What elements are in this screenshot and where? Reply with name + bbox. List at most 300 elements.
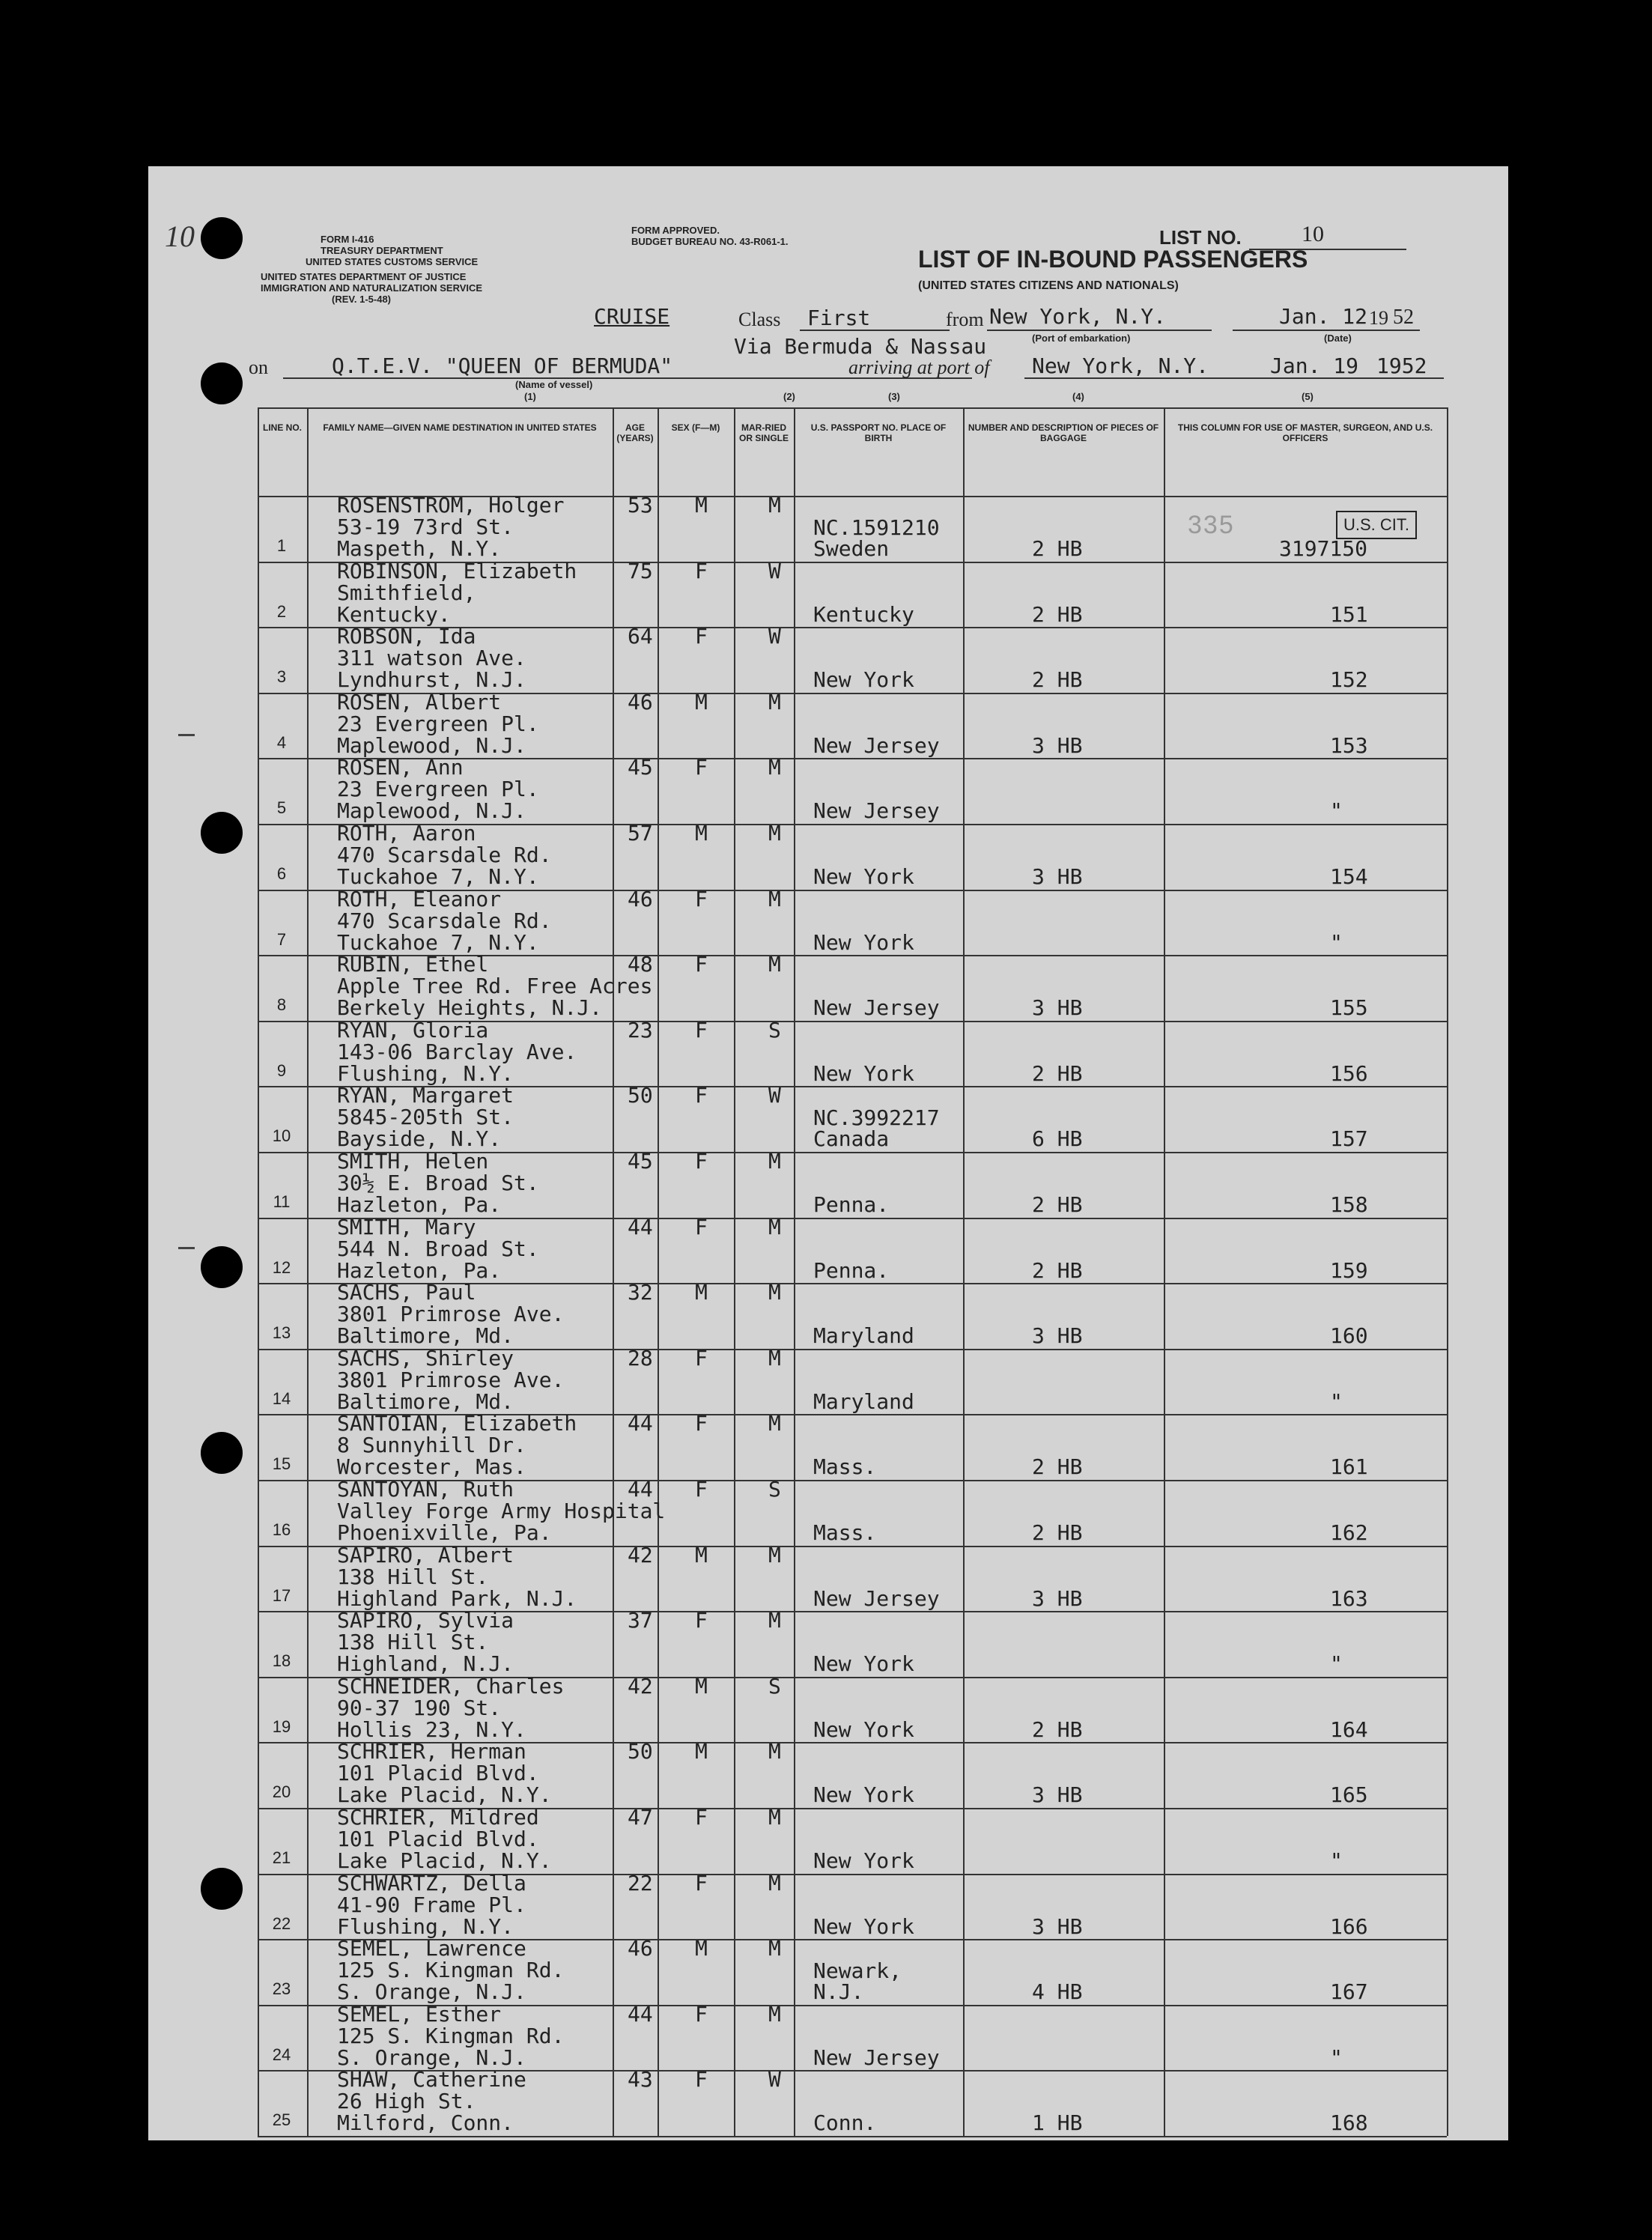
from-port: New York, N.Y. xyxy=(989,304,1167,329)
arrival-port: New York, N.Y. xyxy=(1032,353,1209,378)
officer-number: 158 xyxy=(1330,1192,1368,1217)
class-value: First xyxy=(807,306,871,330)
passenger-city: Maplewood, N.J. xyxy=(337,798,526,824)
column-header-baggage: NUMBER AND DESCRIPTION OF PIECES OF BAGGAGE xyxy=(968,422,1159,443)
place-of-birth: New York xyxy=(813,1848,914,1873)
passenger-sex: F xyxy=(695,1214,708,1239)
passenger-marital-status: S xyxy=(768,1673,781,1699)
passenger-city: Flushing, N.Y. xyxy=(337,1060,514,1086)
passenger-name: SEMEL, Esther xyxy=(337,2001,502,2027)
passenger-address: 470 Scarsdale Rd. xyxy=(337,843,552,867)
from-label: from xyxy=(946,309,984,330)
passenger-marital-status: M xyxy=(768,1411,781,1436)
passenger-address: 90-37 190 St. xyxy=(337,1695,502,1720)
place-of-birth: New Jersey xyxy=(813,1585,940,1611)
officer-number: " xyxy=(1330,798,1343,824)
officer-number: 154 xyxy=(1330,864,1368,889)
passenger-name: SCHRIER, Herman xyxy=(337,1739,526,1764)
baggage-count: 2 HB xyxy=(1032,1257,1083,1283)
line-number: 13 xyxy=(272,1323,291,1343)
place-of-birth: New York xyxy=(813,864,914,889)
passenger-sex: F xyxy=(695,1805,708,1830)
line-number: 22 xyxy=(272,1913,291,1933)
table-column-rule xyxy=(1164,407,1165,2136)
passenger-marital-status: M xyxy=(768,689,781,714)
officer-number: 156 xyxy=(1330,1060,1368,1086)
document-subtitle: (UNITED STATES CITIZENS AND NATIONALS) xyxy=(918,279,1179,292)
place-of-birth: New York xyxy=(813,1782,914,1808)
passenger-city: Milford, Conn. xyxy=(337,2110,514,2136)
line-number: 20 xyxy=(272,1782,291,1802)
manifest-page xyxy=(148,166,1508,2140)
passenger-age: 44 xyxy=(628,1477,653,1502)
column-header-age: AGE (YEARS) xyxy=(616,422,654,443)
punch-hole xyxy=(201,362,243,404)
passenger-name: ROTH, Eleanor xyxy=(337,886,502,911)
table-column-rule xyxy=(1447,407,1448,2136)
passenger-marital-status: W xyxy=(768,1083,781,1108)
passenger-age: 48 xyxy=(628,952,653,977)
passenger-city: S. Orange, N.J. xyxy=(337,2045,526,2070)
passenger-marital-status: M xyxy=(768,493,781,517)
passenger-city: Bayside, N.Y. xyxy=(337,1126,502,1152)
passenger-address: 26 High St. xyxy=(337,2089,476,2114)
passenger-marital-status: M xyxy=(768,1214,781,1239)
agency-justice: UNITED STATES DEPARTMENT OF JUSTICE xyxy=(261,271,467,282)
from-date: Jan. 12 xyxy=(1279,304,1368,329)
officer-number: 167 xyxy=(1330,1979,1368,2005)
passenger-name: RYAN, Gloria xyxy=(337,1017,489,1042)
passenger-city: Baltimore, Md. xyxy=(337,1388,514,1414)
passenger-sex: F xyxy=(695,1411,708,1436)
passenger-marital-status: M xyxy=(768,1739,781,1764)
passenger-marital-status: M xyxy=(768,952,781,977)
line-number: 21 xyxy=(272,1848,291,1867)
place-of-birth: Mass. xyxy=(813,1454,877,1480)
passenger-marital-status: M xyxy=(768,755,781,780)
table-column-rule xyxy=(963,407,965,2136)
line-number: 25 xyxy=(272,2110,291,2130)
passenger-city: Lake Placid, N.Y. xyxy=(337,1782,552,1808)
passenger-age: 43 xyxy=(628,2067,653,2092)
place-of-birth: New York xyxy=(813,1060,914,1086)
baggage-count: 4 HB xyxy=(1032,1979,1083,2005)
passenger-address: 3801 Primrose Ave. xyxy=(337,1302,565,1327)
line-number: 7 xyxy=(276,929,287,949)
punch-hole xyxy=(201,1432,243,1474)
passenger-city: Maplewood, N.J. xyxy=(337,732,526,758)
officer-number: 152 xyxy=(1330,667,1368,693)
passenger-age: 50 xyxy=(628,1739,653,1764)
officer-number: 161 xyxy=(1330,1454,1368,1480)
passenger-address: 125 S. Kingman Rd. xyxy=(337,1958,565,1983)
baggage-count: 3 HB xyxy=(1032,995,1083,1021)
passenger-city: Hazleton, Pa. xyxy=(337,1192,502,1217)
place-of-birth: Penna. xyxy=(813,1192,890,1217)
line-number: 12 xyxy=(272,1257,291,1277)
place-of-birth: Penna. xyxy=(813,1257,890,1283)
passenger-marital-status: M xyxy=(768,1542,781,1567)
passenger-marital-status: M xyxy=(768,1149,781,1174)
line-number: 9 xyxy=(276,1060,287,1080)
passenger-address: 101 Placid Blvd. xyxy=(337,1761,539,1786)
passenger-marital-status: S xyxy=(768,1477,781,1502)
passenger-marital-status: S xyxy=(768,1017,781,1042)
port-embarkation-caption: (Port of embarkation) xyxy=(1032,333,1131,344)
baggage-count: 2 HB xyxy=(1032,601,1083,627)
passenger-sex: F xyxy=(695,886,708,911)
passenger-sex: F xyxy=(695,1149,708,1174)
form-revision: (REV. 1-5-48) xyxy=(332,294,391,305)
passenger-city: Tuckahoe 7, N.Y. xyxy=(337,864,539,889)
passenger-name: SCHWARTZ, Della xyxy=(337,1870,526,1895)
passenger-age: 45 xyxy=(628,755,653,780)
passenger-city: Highland, N.J. xyxy=(337,1651,514,1677)
passenger-age: 23 xyxy=(628,1017,653,1042)
passenger-sex: F xyxy=(695,558,708,583)
baggage-count: 3 HB xyxy=(1032,1323,1083,1349)
passport-number: Newark, xyxy=(813,1958,902,1984)
passenger-age: 46 xyxy=(628,689,653,714)
line-number: 24 xyxy=(272,2045,291,2064)
passenger-address: 5845-205th St. xyxy=(337,1105,514,1130)
place-of-birth: New York xyxy=(813,1913,914,1939)
officer-number: " xyxy=(1330,1388,1343,1414)
class-label: Class xyxy=(738,309,781,330)
vessel-name: Q.T.E.V. "QUEEN OF BERMUDA" xyxy=(332,353,673,378)
column-header-married: MAR-RIED OR SINGLE xyxy=(738,422,789,443)
passenger-name: ROSEN, Ann xyxy=(337,755,464,780)
officer-number: 162 xyxy=(1330,1520,1368,1545)
table-column-rule xyxy=(613,407,614,2136)
place-of-birth: Kentucky xyxy=(813,601,914,627)
passenger-address: 143-06 Barclay Ave. xyxy=(337,1039,577,1064)
passenger-marital-status: M xyxy=(768,821,781,846)
column-header-line: LINE NO. xyxy=(262,422,302,433)
passenger-age: 57 xyxy=(628,821,653,846)
passenger-sex: F xyxy=(695,1083,708,1108)
passenger-sex: M xyxy=(695,1542,708,1567)
passenger-age: 44 xyxy=(628,2001,653,2027)
line-number: 1 xyxy=(276,536,287,555)
line-number: 5 xyxy=(276,798,287,818)
baggage-count: 2 HB xyxy=(1032,667,1083,693)
passenger-sex: F xyxy=(695,1870,708,1895)
agency-customs: UNITED STATES CUSTOMS SERVICE xyxy=(306,256,479,267)
passenger-marital-status: W xyxy=(768,2067,781,2092)
passenger-name: SHAW, Catherine xyxy=(337,2067,526,2092)
line-number: 10 xyxy=(272,1126,291,1146)
passenger-address: Valley Forge Army Hospital xyxy=(337,1499,666,1523)
officer-number: " xyxy=(1330,929,1343,955)
passenger-city: Berkely Heights, N.J. xyxy=(337,995,603,1021)
margin-tick xyxy=(178,734,195,736)
passenger-address: Smithfield, xyxy=(337,580,476,605)
stamp-number: 335 xyxy=(1188,511,1235,539)
arrival-date: Jan. 19 xyxy=(1270,353,1359,378)
table-column-rule xyxy=(307,407,309,2136)
baggage-count: 2 HB xyxy=(1032,1520,1083,1545)
place-of-birth: Mass. xyxy=(813,1520,877,1545)
vessel-caption: (Name of vessel) xyxy=(515,379,593,390)
line-number: 11 xyxy=(273,1192,291,1211)
officer-number: " xyxy=(1330,1848,1343,1873)
punch-hole xyxy=(201,217,243,259)
place-of-birth: New Jersey xyxy=(813,2045,940,2070)
passenger-address: 470 Scarsdale Rd. xyxy=(337,908,552,933)
passenger-age: 44 xyxy=(628,1214,653,1239)
passenger-address: 23 Evergreen Pl. xyxy=(337,777,539,802)
passenger-marital-status: M xyxy=(768,1608,781,1633)
officer-number: 166 xyxy=(1330,1913,1368,1939)
passenger-age: 46 xyxy=(628,886,653,911)
passport-number: NC.1591210 xyxy=(813,515,940,540)
passenger-sex: F xyxy=(695,1017,708,1042)
row-rule xyxy=(258,2136,1447,2137)
passenger-city: Tuckahoe 7, N.Y. xyxy=(337,929,539,955)
passenger-address: 8 Sunnyhill Dr. xyxy=(337,1433,526,1458)
column-header-sex: SEX (F—M) xyxy=(671,422,720,433)
passenger-sex: F xyxy=(695,2067,708,2092)
passenger-sex: M xyxy=(695,821,708,846)
passenger-sex: F xyxy=(695,952,708,977)
officer-number: 159 xyxy=(1330,1257,1368,1283)
passenger-marital-status: M xyxy=(768,886,781,911)
date-caption: (Date) xyxy=(1324,333,1352,344)
baggage-count: 2 HB xyxy=(1032,1717,1083,1742)
officer-number: 168 xyxy=(1330,2110,1368,2136)
passenger-name: SCHRIER, Mildred xyxy=(337,1805,539,1830)
officer-number: " xyxy=(1330,2045,1343,2070)
passenger-age: 37 xyxy=(628,1608,653,1633)
list-no-value: 10 xyxy=(1302,222,1324,246)
officer-number: 160 xyxy=(1330,1323,1368,1349)
passenger-name: ROSENSTROM, Holger xyxy=(337,493,565,517)
line-number: 8 xyxy=(276,995,287,1015)
line-number: 15 xyxy=(272,1454,291,1474)
passenger-name: ROBINSON, Elizabeth xyxy=(337,558,577,583)
passenger-city: Lyndhurst, N.J. xyxy=(337,667,526,693)
line-number: 4 xyxy=(276,732,287,752)
baggage-count: 2 HB xyxy=(1032,1454,1083,1480)
table-top-rule xyxy=(258,407,1447,409)
passport-number: NC.3992217 xyxy=(813,1105,940,1131)
passenger-city: Maspeth, N.Y. xyxy=(337,536,502,561)
margin-tick xyxy=(178,1247,195,1249)
place-of-birth: Conn. xyxy=(813,2110,877,2136)
baggage-count: 2 HB xyxy=(1032,536,1083,561)
passenger-age: 28 xyxy=(628,1345,653,1371)
col-number: (1) xyxy=(524,391,536,402)
place-of-birth: Sweden xyxy=(813,536,890,561)
baggage-count: 6 HB xyxy=(1032,1126,1083,1152)
passenger-age: 64 xyxy=(628,624,653,649)
passenger-city: Hazleton, Pa. xyxy=(337,1257,502,1283)
place-of-birth: N.J. xyxy=(813,1979,864,2005)
passenger-address: 311 watson Ave. xyxy=(337,646,526,671)
passenger-age: 32 xyxy=(628,1280,653,1305)
passenger-address: 41-90 Frame Pl. xyxy=(337,1892,526,1917)
passenger-sex: M xyxy=(695,1280,708,1305)
from-year-prefix: 19 xyxy=(1369,307,1388,329)
officer-number: 157 xyxy=(1330,1126,1368,1152)
baggage-count: 3 HB xyxy=(1032,1585,1083,1611)
passenger-sex: F xyxy=(695,1477,708,1502)
punch-hole xyxy=(201,1246,243,1288)
passenger-marital-status: M xyxy=(768,1345,781,1371)
place-of-birth: New Jersey xyxy=(813,732,940,758)
passenger-marital-status: M xyxy=(768,1280,781,1305)
passenger-sex: F xyxy=(695,755,708,780)
passenger-name: SAPIRO, Sylvia xyxy=(337,1608,514,1633)
passenger-sex: F xyxy=(695,1608,708,1633)
arrival-year: 1952 xyxy=(1376,353,1427,378)
passenger-city: Kentucky. xyxy=(337,601,451,627)
passenger-age: 45 xyxy=(628,1149,653,1174)
from-year-suffix: 52 xyxy=(1393,306,1414,329)
officer-number: 3197150 xyxy=(1279,536,1368,561)
document-title: LIST OF IN-BOUND PASSENGERS xyxy=(918,246,1308,273)
passenger-address: 544 N. Broad St. xyxy=(337,1236,539,1261)
passenger-address: 138 Hill St. xyxy=(337,1630,489,1655)
officer-number: 155 xyxy=(1330,995,1368,1021)
line-number: 18 xyxy=(272,1651,291,1671)
passenger-city: Baltimore, Md. xyxy=(337,1323,514,1349)
passenger-name: SAPIRO, Albert xyxy=(337,1542,514,1567)
table-column-rule xyxy=(258,407,259,2136)
passenger-name: SMITH, Helen xyxy=(337,1149,489,1174)
passenger-city: Lake Placid, N.Y. xyxy=(337,1848,552,1873)
passenger-name: SACHS, Shirley xyxy=(337,1345,514,1371)
officer-number: 151 xyxy=(1330,601,1368,627)
baggage-count: 3 HB xyxy=(1032,1913,1083,1939)
passenger-address: 125 S. Kingman Rd. xyxy=(337,2023,565,2048)
passenger-city: Hollis 23, N.Y. xyxy=(337,1717,526,1742)
passenger-sex: M xyxy=(695,1673,708,1699)
line-number: 17 xyxy=(272,1585,291,1605)
passenger-age: 47 xyxy=(628,1805,653,1830)
margin-handwritten-number: 10 xyxy=(165,219,195,253)
line-number: 6 xyxy=(276,864,287,883)
passenger-sex: M xyxy=(695,1936,708,1961)
passenger-city: Worcester, Mas. xyxy=(337,1454,526,1480)
place-of-birth: New York xyxy=(813,667,914,693)
punch-hole xyxy=(201,1868,243,1910)
via-route: Via Bermuda & Nassau xyxy=(734,334,987,359)
budget-bureau: BUDGET BUREAU NO. 43-R061-1. xyxy=(631,236,789,247)
passenger-name: SACHS, Paul xyxy=(337,1280,476,1305)
arriving-label: arriving at port of xyxy=(848,356,990,378)
passenger-name: ROTH, Aaron xyxy=(337,821,476,846)
col-number: (2) xyxy=(783,391,795,402)
passenger-age: 42 xyxy=(628,1542,653,1567)
passenger-name: SANTOYAN, Ruth xyxy=(337,1477,514,1502)
col-number: (5) xyxy=(1302,391,1314,402)
passenger-marital-status: W xyxy=(768,558,781,583)
table-column-rule xyxy=(658,407,659,2136)
col-number: (4) xyxy=(1072,391,1084,402)
baggage-count: 2 HB xyxy=(1032,1192,1083,1217)
officer-number: " xyxy=(1330,1651,1343,1677)
line-number: 16 xyxy=(272,1520,291,1539)
passenger-age: 75 xyxy=(628,558,653,583)
passenger-age: 42 xyxy=(628,1673,653,1699)
passenger-marital-status: M xyxy=(768,2001,781,2027)
passenger-sex: F xyxy=(695,624,708,649)
us-citizen-stamp: U.S. CIT. xyxy=(1336,511,1417,539)
table-column-rule xyxy=(734,407,735,2136)
column-header-officers: THIS COLUMN FOR USE OF MASTER, SURGEON, AND U.S. OFFICERS xyxy=(1177,422,1433,443)
line-number: 14 xyxy=(272,1388,291,1408)
place-of-birth: New Jersey xyxy=(813,995,940,1021)
officer-number: 165 xyxy=(1330,1782,1368,1808)
agency-treasury: TREASURY DEPARTMENT xyxy=(321,245,443,256)
form-number: FORM I-416 xyxy=(321,234,374,245)
passenger-age: 46 xyxy=(628,1936,653,1961)
place-of-birth: Canada xyxy=(813,1126,890,1152)
officer-number: 164 xyxy=(1330,1717,1368,1742)
passenger-marital-status: W xyxy=(768,624,781,649)
baggage-count: 3 HB xyxy=(1032,864,1083,889)
passenger-marital-status: M xyxy=(768,1805,781,1830)
passenger-marital-status: M xyxy=(768,1870,781,1895)
passenger-sex: F xyxy=(695,2001,708,2027)
passenger-address: 101 Placid Blvd. xyxy=(337,1827,539,1851)
passenger-name: ROBSON, Ida xyxy=(337,624,476,649)
passenger-name: SANTOIAN, Elizabeth xyxy=(337,1411,577,1436)
place-of-birth: New Jersey xyxy=(813,798,940,824)
line-number: 3 xyxy=(276,667,287,687)
punch-hole xyxy=(201,812,243,854)
passenger-name: RUBIN, Ethel xyxy=(337,952,489,977)
passenger-city: Flushing, N.Y. xyxy=(337,1913,514,1939)
line-number: 19 xyxy=(272,1717,291,1736)
col-number: (3) xyxy=(888,391,900,402)
passenger-city: Highland Park, N.J. xyxy=(337,1585,577,1611)
table-column-rule xyxy=(794,407,795,2136)
place-of-birth: New York xyxy=(813,1717,914,1742)
passenger-address: 23 Evergreen Pl. xyxy=(337,711,539,736)
list-no-label: LIST NO. xyxy=(1159,226,1242,249)
form-approved: FORM APPROVED. xyxy=(631,225,720,236)
passenger-name: ROSEN, Albert xyxy=(337,689,502,714)
passenger-age: 50 xyxy=(628,1083,653,1108)
column-header-name: FAMILY NAME—GIVEN NAME DESTINATION IN UNITED STATES xyxy=(323,422,597,433)
passenger-age: 53 xyxy=(628,493,653,517)
officer-number: 153 xyxy=(1330,732,1368,758)
line-number: 2 xyxy=(276,601,287,621)
place-of-birth: New York xyxy=(813,929,914,955)
baggage-count: 2 HB xyxy=(1032,1060,1083,1086)
passenger-city: S. Orange, N.J. xyxy=(337,1979,526,2005)
cruise-label: CRUISE xyxy=(594,304,670,329)
passenger-sex: M xyxy=(695,493,708,517)
passenger-address: 30½ E. Broad St. xyxy=(337,1171,539,1195)
passenger-address: Apple Tree Rd. Free Acres xyxy=(337,974,653,999)
passenger-address: 53-19 73rd St. xyxy=(337,515,514,539)
place-of-birth: Maryland xyxy=(813,1388,914,1414)
baggage-count: 1 HB xyxy=(1032,2110,1083,2136)
place-of-birth: New York xyxy=(813,1651,914,1677)
passenger-address: 3801 Primrose Ave. xyxy=(337,1367,565,1392)
passenger-name: SMITH, Mary xyxy=(337,1214,476,1239)
passenger-name: SCHNEIDER, Charles xyxy=(337,1673,565,1699)
passenger-name: SEMEL, Lawrence xyxy=(337,1936,526,1961)
baggage-count: 3 HB xyxy=(1032,1782,1083,1808)
passenger-city: Phoenixville, Pa. xyxy=(337,1520,552,1545)
on-label: on xyxy=(249,356,268,378)
agency-ins: IMMIGRATION AND NATURALIZATION SERVICE xyxy=(261,282,483,294)
